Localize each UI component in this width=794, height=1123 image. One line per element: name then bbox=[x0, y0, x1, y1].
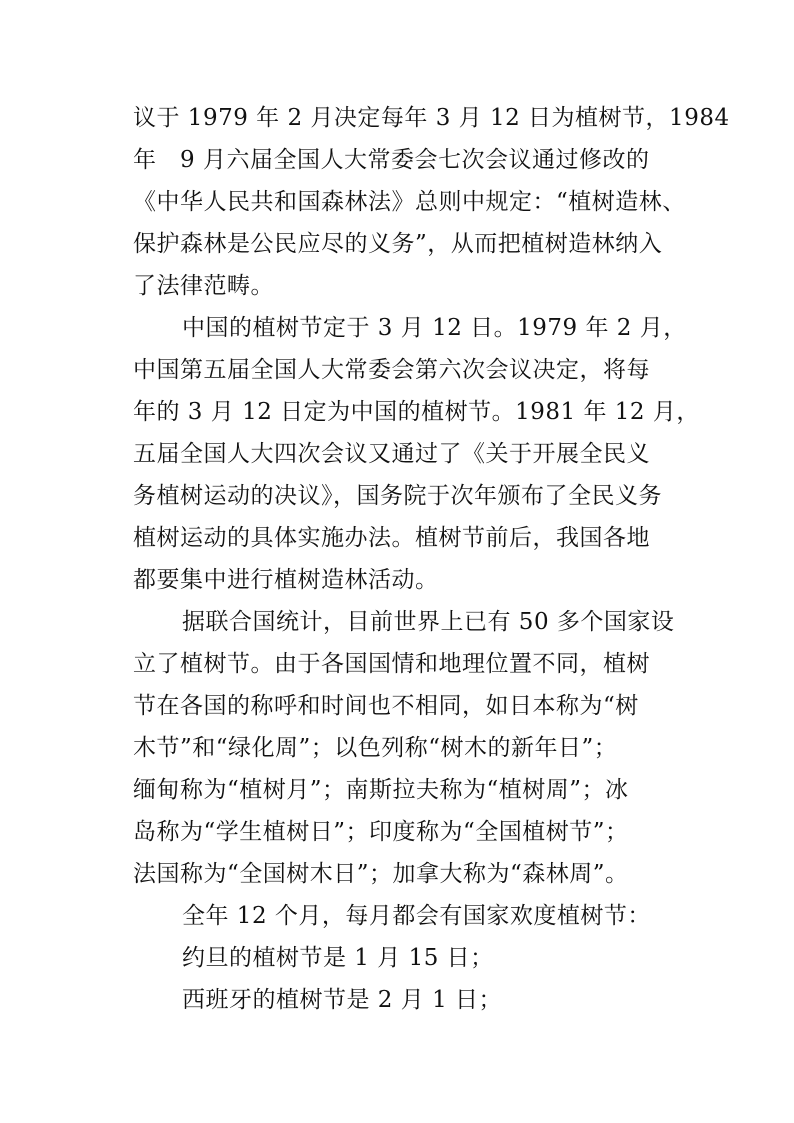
text-line: 缅甸称为“植树月”；南斯拉夫称为“植树周”；冰 bbox=[133, 777, 629, 803]
text-line: 议于 1979 年 2 月决定每年 3 月 12 日为植树节，1984 bbox=[133, 105, 730, 131]
text-line: 都要集中进行植树造林活动。 bbox=[133, 567, 439, 593]
paragraph-first-line: 据联合国统计，目前世界上已有 50 多个国家设 bbox=[182, 609, 675, 635]
text-line: 法国称为“全国树木日”；加拿大称为“森林周”。 bbox=[133, 861, 629, 887]
paragraph-first-line: 西班牙的植树节是 2 月 1 日； bbox=[182, 987, 503, 1013]
text-line: 植树运动的具体实施办法。植树节前后，我国各地 bbox=[133, 525, 650, 551]
text-line: 保护森林是公民应尽的义务”，从而把植树造林纳入 bbox=[133, 231, 663, 257]
text-line: 年的 3 月 12 日定为中国的植树节。1981 年 12 月， bbox=[133, 399, 700, 425]
text-line: 节在各国的称呼和时间也不相同，如日本称为“树 bbox=[133, 693, 639, 719]
text-line: 务植树运动的决议》，国务院于次年颁布了全民义务 bbox=[133, 483, 662, 509]
text-line: 岛称为“学生植树日”；印度称为“全国植树节”； bbox=[133, 819, 629, 845]
paragraph-first-line: 中国的植树节定于 3 月 12 日。1979 年 2 月， bbox=[182, 315, 687, 341]
text-line: 木节”和“绿化周”；以色列称“树木的新年日”； bbox=[133, 735, 618, 761]
text-line: 《中华人民共和国森林法》总则中规定：“植树造林、 bbox=[133, 189, 686, 215]
paragraph-first-line: 全年 12 个月，每月都会有国家欢度植树节： bbox=[182, 903, 651, 929]
text-line: 五届全国人大四次会议又通过了《关于开展全民义 bbox=[133, 441, 650, 467]
text-line: 年 9 月六届全国人大常委会七次会议通过修改的 bbox=[133, 147, 650, 173]
text-line: 了法律范畴。 bbox=[133, 273, 274, 299]
text-line: 立了植树节。由于各国国情和地理位置不同，植树 bbox=[133, 651, 650, 677]
paragraph-first-line: 约旦的植树节是 1 月 15 日； bbox=[182, 945, 494, 971]
text-line: 中国第五届全国人大常委会第六次会议决定，将每 bbox=[133, 357, 650, 383]
